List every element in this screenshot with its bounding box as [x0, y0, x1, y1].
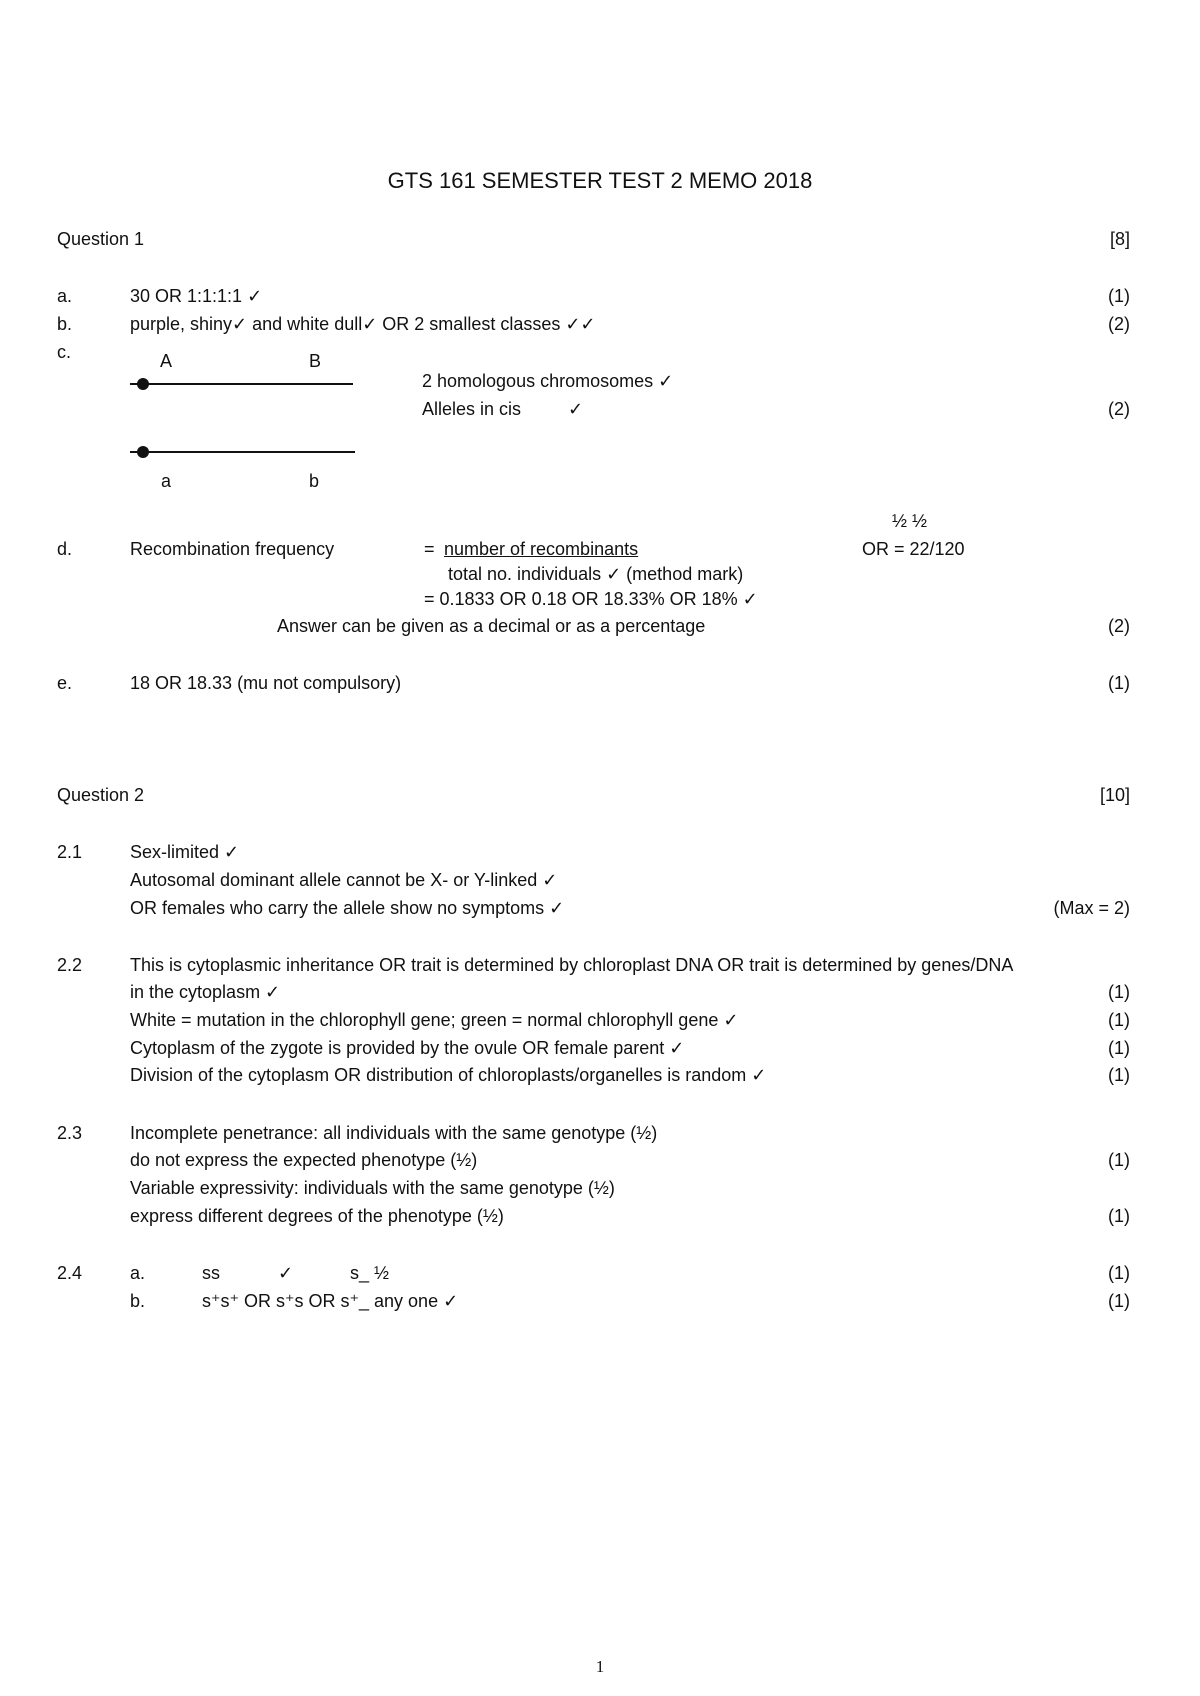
q2-3-line-4: express different degrees of the phenotype (½)	[130, 1206, 504, 1226]
q1d-equals-1: =	[424, 539, 435, 559]
q1d-label: d.	[57, 539, 73, 559]
q2-1-mark: (Max = 2)	[1053, 898, 1130, 918]
q1d-note: Answer can be given as a decimal or as a percentage	[277, 616, 706, 636]
q2-4-b-mark: (1)	[1108, 1291, 1130, 1311]
q1c-label: c.	[57, 342, 72, 362]
q2-2-mark-2: (1)	[1108, 982, 1130, 1002]
q1d-term: Recombination frequency	[130, 539, 335, 559]
q2-2-line-3: White = mutation in the chlorophyll gene; green = normal chlorophyll gene ✓	[130, 1010, 739, 1030]
question-2-total: [10]	[1099, 785, 1130, 805]
q2-4-a-check: ✓	[278, 1263, 294, 1283]
q1d-equals-2: = 0.1833 OR 0.18 OR 18.33% OR 18% ✓	[424, 589, 758, 609]
q2-4-a-alt: s_ ½	[350, 1263, 390, 1283]
q2-4-a-mark: (1)	[1108, 1263, 1130, 1283]
chromosome-bottom	[130, 451, 355, 453]
q2-4-b-label: b.	[130, 1291, 146, 1311]
q2-4-b-text: s⁺s⁺ OR s⁺s OR s⁺_ any one ✓	[202, 1291, 459, 1311]
q2-2-line-4: Cytoplasm of the zygote is provided by the ovule OR female parent ✓	[130, 1038, 685, 1058]
q1a-label: a.	[57, 286, 73, 306]
q2-2-mark-3: (1)	[1108, 1010, 1130, 1030]
question-1-total: [8]	[1109, 229, 1130, 249]
q1c-mark: (2)	[1108, 399, 1130, 419]
q2-2-line-2: in the cytoplasm ✓	[130, 982, 281, 1002]
q1c-note-2: Alleles in cis	[422, 399, 522, 419]
q1c-note-2-check: ✓	[568, 399, 584, 419]
chromosome-top	[130, 383, 353, 385]
q1e-text: 18 OR 18.33 (mu not compulsory)	[130, 673, 402, 693]
q2-4-label: 2.4	[57, 1263, 83, 1283]
q1e-mark: (1)	[1108, 673, 1130, 693]
allele-B: B	[309, 351, 322, 371]
page-title: GTS 161 SEMESTER TEST 2 MEMO 2018	[387, 168, 813, 193]
q1d-mark: (2)	[1108, 616, 1130, 636]
q2-2-label: 2.2	[57, 955, 83, 975]
q2-2-mark-4: (1)	[1108, 1038, 1130, 1058]
q2-2-mark-5: (1)	[1108, 1065, 1130, 1085]
q1b-text: purple, shiny✓ and white dull✓ OR 2 smallest classes ✓✓	[130, 314, 596, 334]
q1e-label: e.	[57, 673, 73, 693]
q1c-note-1: 2 homologous chromosomes ✓	[422, 371, 674, 391]
q2-2-line-1: This is cytoplasmic inheritance OR trait is determined by chloroplast DNA OR trait is determined by genes/DNA	[130, 955, 1014, 975]
q2-4-a-label: a.	[130, 1263, 146, 1283]
q1b-label: b.	[57, 314, 73, 334]
allele-A: A	[160, 351, 173, 371]
q1a-mark: (1)	[1108, 286, 1130, 306]
q2-1-line-2: Autosomal dominant allele cannot be X- or Y-linked ✓	[130, 870, 558, 890]
q1a-text: 30 OR 1:1:1:1 ✓	[130, 286, 263, 306]
allele-b: b	[309, 471, 320, 491]
q1d-denominator: total no. individuals ✓ (method mark)	[448, 564, 744, 584]
q1b-mark: (2)	[1108, 314, 1130, 334]
q1d-alt: OR = 22/120	[862, 539, 965, 559]
q2-2-line-5: Division of the cytoplasm OR distribution of chloroplasts/organelles is random ✓	[130, 1065, 767, 1085]
question-1-heading: Question 1	[57, 229, 145, 249]
q1d-alt-halves: ½ ½	[892, 511, 928, 531]
q2-3-line-3: Variable expressivity: individuals with the same genotype (½)	[130, 1178, 615, 1198]
page-number: 1	[595, 1657, 605, 1676]
q2-1-label: 2.1	[57, 842, 83, 862]
q2-1-line-1: Sex-limited ✓	[130, 842, 240, 862]
q2-3-mark-2: (1)	[1108, 1150, 1130, 1170]
q1d-numerator: number of recombinants	[444, 539, 639, 559]
q2-1-line-3: OR females who carry the allele show no symptoms ✓	[130, 898, 565, 918]
q2-3-line-1: Incomplete penetrance: all individuals with the same genotype (½)	[130, 1123, 658, 1143]
allele-a: a	[161, 471, 172, 491]
q2-3-label: 2.3	[57, 1123, 83, 1143]
q2-3-line-2: do not express the expected phenotype (½)	[130, 1150, 478, 1170]
q2-4-a-genotype: ss	[202, 1263, 220, 1283]
q2-3-mark-4: (1)	[1108, 1206, 1130, 1226]
question-2-heading: Question 2	[57, 785, 145, 805]
